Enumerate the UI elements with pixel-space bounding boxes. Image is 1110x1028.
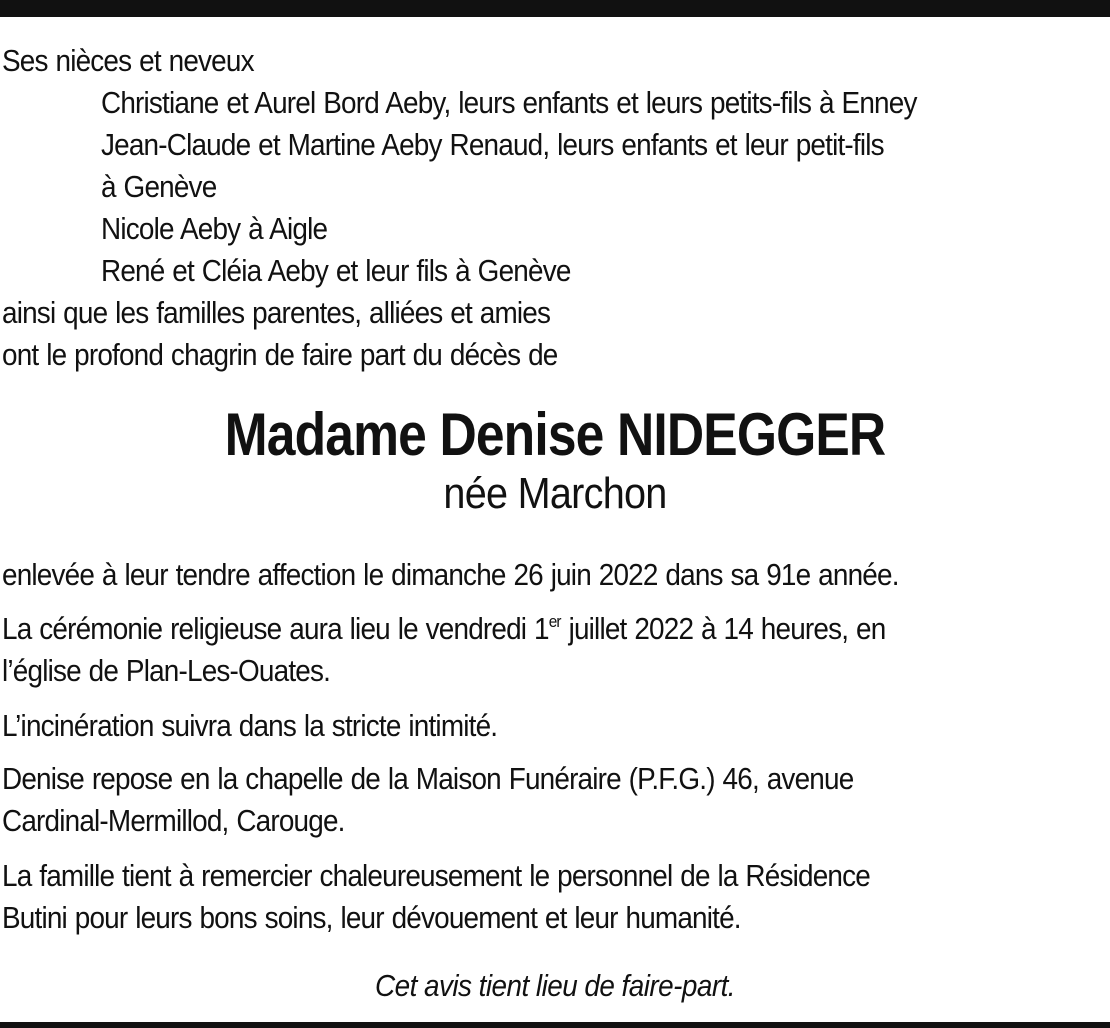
deceased-name: Madame Denise NIDEGGER [224,401,886,468]
maiden-name: née Marchon [443,469,667,518]
thanks-line-2: Butini pour leurs bons soins, leur dévouement et leur humanité. [2,900,741,935]
deceased-block [0,400,1110,518]
family-line-nicole: Nicole Aeby à Aigle [101,211,328,246]
ceremony-text-before: La cérémonie religieuse aura lieu le vendredi 1 [2,611,549,646]
extended-family-line: ainsi que les familles parentes, alliées et amies [2,295,551,330]
ceremony-line-1 [2,608,999,650]
death-paragraph: enlevée à leur tendre affection le dimanche 26 juin 2022 dans sa 91e année. [2,557,899,592]
ordinal-suffix: er [548,612,561,631]
family-line-geneve: à Genève [101,169,217,204]
bottom-rule [0,1022,1110,1028]
thanks-line-1: La famille tient à remercier chaleureusement le personnel de la Résidence [2,858,870,893]
ceremony-line-2: l’église de Plan-Les-Ouates. [2,653,331,688]
rest-line-1: Denise repose en la chapelle de la Maison Funéraire (P.F.G.) 46, avenue [2,761,854,796]
top-rule [0,0,1110,17]
family-line-rene: René et Cléia Aeby et leur fils à Genève [101,253,571,288]
family-line-jean-claude: Jean-Claude et Martine Aeby Renaud, leurs enfants et leur petit-fils [101,127,884,162]
cremation-paragraph: L’incinération suivra dans la stricte intimité. [2,708,498,743]
ceremony-text-after: juillet 2022 à 14 heures, en [560,611,886,646]
closing-note: Cet avis tient lieu de faire-part. [374,968,736,1003]
announcement-line: ont le profond chagrin de faire part du décès de [2,337,558,372]
nieces-nephews-heading: Ses nièces et neveux [2,43,254,78]
family-line-christiane: Christiane et Aurel Bord Aeby, leurs enfants et leurs petits-fils à Enney [101,85,917,120]
rest-line-2: Cardinal-Mermillod, Carouge. [2,803,345,838]
